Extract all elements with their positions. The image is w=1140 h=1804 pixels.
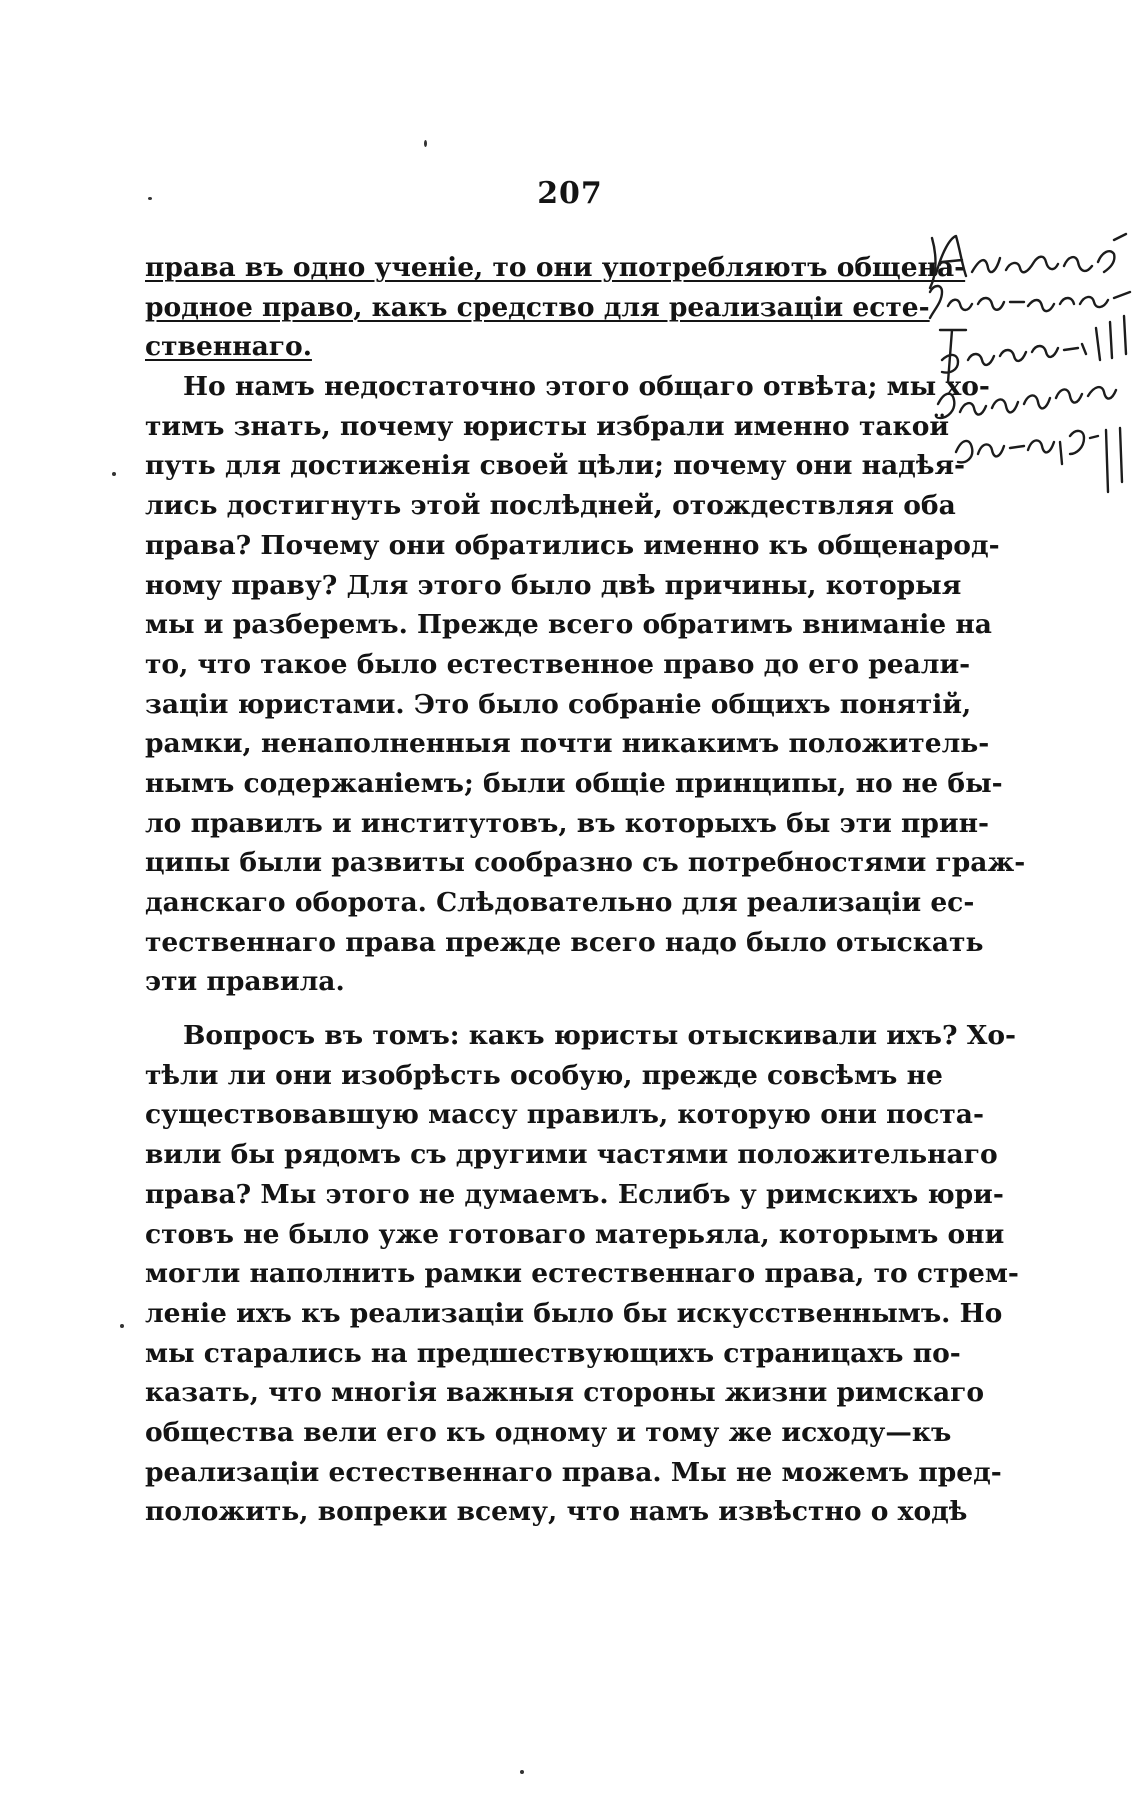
print-speck <box>120 1324 124 1328</box>
text-line: леніе ихъ къ реализаціи было бы искусственнымъ. Но <box>145 1297 1003 1329</box>
print-speck <box>424 140 427 147</box>
text-line <box>145 327 925 367</box>
text-line: тѣли ли они изобрѣсть особую, прежде совсѣмъ не <box>145 1059 943 1091</box>
underlined-text: ственнаго. <box>145 331 312 363</box>
text-line: Вопросъ въ томъ: какъ юристы отыскивали ихъ? Хо- <box>183 1020 1016 1052</box>
text-line: тимъ знать, почему юристы избрали именно такой <box>145 410 950 442</box>
text-line: ному праву? Для этого было двѣ причины, которыя <box>145 569 962 601</box>
body-text <box>145 248 1026 1532</box>
text-line: вили бы рядомъ съ другими частями положительнаго <box>145 1139 998 1171</box>
text-line: ло правилъ и институтовъ, въ которыхъ бы эти прин- <box>145 807 990 839</box>
text-line: то, что такое было естественное право до его реали- <box>145 648 971 680</box>
handwritten-margin-note <box>928 232 1133 522</box>
text-line: существовавшую массу правилъ, которую они поста- <box>145 1099 984 1131</box>
text-line: могли наполнить рамки естественнаго права, то стрем- <box>145 1258 1019 1290</box>
text-line: тественнаго права прежде всего надо было отыскать <box>145 926 984 958</box>
text-line: мы и разберемъ. Прежде всего обратимъ вниманіе на <box>145 609 992 641</box>
text-line: реализаціи естественнаго права. Мы не можемъ пред- <box>145 1456 1002 1488</box>
text-line: рамки, ненаполненныя почти никакимъ положитель- <box>145 728 990 760</box>
text-line: права? Мы этого не думаемъ. Еслибъ у римскихъ юри- <box>145 1178 1004 1210</box>
print-speck <box>148 197 152 200</box>
text-line <box>145 288 930 328</box>
print-speck <box>520 1770 524 1774</box>
page-number: 207 <box>537 176 603 211</box>
text-line: данскаго оборота. Слѣдовательно для реализаціи ес- <box>145 887 975 918</box>
text-line: Но намъ недостаточно этого общаго отвѣта; мы хо- <box>183 371 990 403</box>
text-line: положить, вопреки всему, что намъ извѣстно о ходѣ <box>145 1496 968 1528</box>
text-line: нымъ содержаніемъ; были общіе принципы, но не бы- <box>145 767 1003 799</box>
print-speck <box>112 472 116 476</box>
text-line: эти правила. <box>145 966 345 998</box>
text-line: лись достигнуть этой послѣдней, отождествляя оба <box>145 490 956 522</box>
text-line: путь для достиженія своей цѣли; почему они надѣя- <box>145 450 966 482</box>
text-line: общества вели его къ одному и тому же исходу—къ <box>145 1416 952 1448</box>
text-line: мы старались на предшествующихъ страницахъ по- <box>145 1337 961 1369</box>
text-line: стовъ не было уже готоваго матерьяла, которымъ они <box>145 1218 1005 1250</box>
text-line: ципы были развиты сообразно съ потребностями граж- <box>145 847 1026 879</box>
underlined-text: права въ одно ученіе, то они употребляютъ общена- <box>145 252 966 283</box>
text-line: казать, что многія важныя стороны жизни римскаго <box>145 1377 985 1409</box>
text-line: заціи юристами. Это было собраніе общихъ понятій, <box>145 688 972 720</box>
underlined-text: родное право, какъ средство для реализаціи есте- <box>145 291 930 323</box>
text-line <box>145 248 966 288</box>
text-line: права? Почему они обратились именно къ общенарод- <box>145 529 1000 561</box>
